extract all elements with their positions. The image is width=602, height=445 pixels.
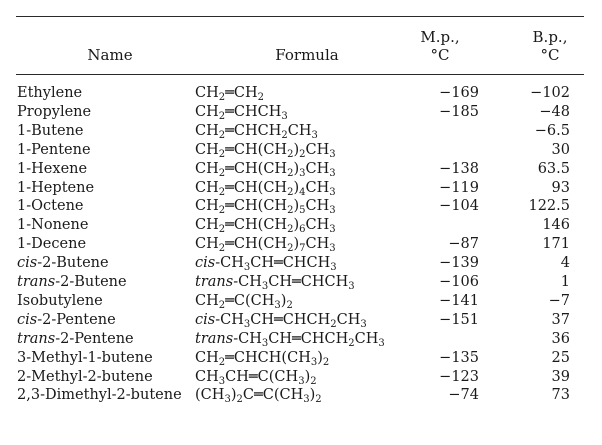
- boiling-point: 73: [551, 387, 570, 404]
- table-row: [0, 84, 602, 103]
- compound-name: 1-Nonene: [17, 217, 89, 234]
- table-row: [0, 386, 602, 405]
- melting-point: −74: [448, 387, 479, 404]
- table-row: [0, 160, 602, 179]
- boiling-point: −102: [530, 85, 570, 101]
- compound-formula: $CH_2═CHCH_3$: [195, 103, 288, 122]
- melting-point: −87: [448, 236, 479, 253]
- table-row: [0, 330, 602, 349]
- boiling-point: 93: [551, 179, 570, 196]
- melting-point: −106: [439, 274, 479, 290]
- compound-formula: cis-$CH_3CH═CHCH_2CH_3$: [195, 311, 367, 330]
- compound-name: Ethylene: [17, 85, 83, 101]
- melting-point: −185: [439, 103, 479, 120]
- table-row: [0, 103, 602, 122]
- boiling-point: 36: [551, 330, 570, 347]
- table-row: [0, 311, 602, 330]
- compound-name: 1-Octene: [17, 198, 84, 215]
- boiling-point: 122.5: [528, 198, 570, 215]
- compound-formula: cis-$CH_3CH═CHCH_3$: [195, 255, 337, 274]
- melting-point: −151: [439, 311, 479, 328]
- melting-point: −139: [439, 255, 479, 272]
- compound-formula: trans-$CH_3CH═CHCH_3$: [195, 274, 355, 292]
- boiling-point: −48: [539, 103, 570, 120]
- header-formula: Formula: [275, 46, 339, 64]
- compound-name: cis-2-Pentene: [17, 311, 116, 328]
- table-row: [0, 254, 602, 273]
- header-mp-line2: °C: [430, 46, 450, 64]
- compound-name: cis-2-Butene: [17, 255, 109, 272]
- boiling-point: 1: [560, 274, 570, 290]
- compound-name: 1-Butene: [17, 122, 84, 139]
- table-row: [0, 235, 602, 254]
- melting-point: −104: [439, 198, 479, 215]
- boiling-point: −6.5: [534, 122, 570, 139]
- boiling-point: 146: [542, 217, 570, 234]
- table-row: [0, 273, 602, 292]
- melting-point: −141: [439, 292, 479, 309]
- compound-formula: $CH_2═CH(CH_2)_3CH_3$: [195, 160, 336, 179]
- melting-point: −138: [439, 160, 479, 177]
- boiling-point: 171: [542, 236, 570, 253]
- compound-formula: $CH_2═CHCH_2CH_3$: [195, 122, 318, 141]
- boiling-point: −7: [548, 292, 570, 309]
- header-name: Name: [87, 46, 133, 64]
- compound-name: 2,3-Dimethyl-2-butene: [17, 387, 182, 404]
- compound-name: 1-Pentene: [17, 141, 91, 158]
- compound-formula: $CH_2═CH(CH_2)_7CH_3$: [195, 236, 336, 255]
- compound-formula: $CH_3CH═C(CH_3)_2$: [195, 368, 317, 387]
- melting-point: −169: [439, 85, 479, 101]
- compound-formula: $CH_2═CH(CH_2)_4CH_3$: [195, 179, 336, 198]
- table-row: [0, 216, 602, 235]
- compound-name: trans-2-Pentene: [17, 330, 134, 347]
- compound-name: trans-2-Butene: [17, 274, 127, 290]
- table-row: [0, 141, 602, 160]
- header-bp-line2: °C: [540, 46, 560, 64]
- compound-name: Propylene: [17, 103, 92, 120]
- compound-name: Isobutylene: [17, 292, 103, 309]
- boiling-point: 39: [551, 368, 570, 385]
- compound-name: 3-Methyl-1-butene: [17, 349, 153, 366]
- melting-point: −135: [439, 349, 479, 366]
- table-row: [0, 197, 602, 216]
- table-row: [0, 122, 602, 141]
- compound-formula: $CH_2═CH(CH_2)_5CH_3$: [195, 198, 336, 217]
- boiling-point: 37: [551, 311, 570, 328]
- boiling-point: 63.5: [537, 160, 570, 177]
- compound-formula: $CH_2═CH(CH_2)_6CH_3$: [195, 217, 336, 236]
- melting-point: −119: [439, 179, 479, 196]
- table-row: [0, 179, 602, 198]
- boiling-point: 30: [551, 141, 570, 158]
- table-row: [0, 292, 602, 311]
- header-mp-line1: M.p.,: [420, 28, 460, 46]
- boiling-point: 25: [551, 349, 570, 366]
- compound-name: 1-Hexene: [17, 160, 88, 177]
- table-row: [0, 368, 602, 387]
- melting-point: −123: [439, 368, 479, 385]
- compound-formula: $CH_2═CH_2$: [195, 85, 265, 103]
- compound-formula: $CH_2═CHCH(CH_3)_2$: [195, 349, 330, 368]
- compound-name: 1-Heptene: [17, 179, 95, 196]
- header-bp-line1: B.p.,: [532, 28, 568, 46]
- compound-formula: trans-$CH_3CH═CHCH_2CH_3$: [195, 330, 385, 349]
- compound-name: 1-Decene: [17, 236, 87, 253]
- boiling-point: 4: [560, 255, 570, 272]
- header-rule: [16, 74, 584, 75]
- table-row: [0, 349, 602, 368]
- compound-formula: $CH_2═C(CH_3)_2$: [195, 292, 293, 311]
- compound-name: 2-Methyl-2-butene: [17, 368, 153, 385]
- compound-formula: $(CH_3)_2C═C(CH_3)_2$: [195, 387, 322, 406]
- top-rule: [16, 16, 584, 17]
- compound-formula: $CH_2═CH(CH_2)_2CH_3$: [195, 141, 336, 160]
